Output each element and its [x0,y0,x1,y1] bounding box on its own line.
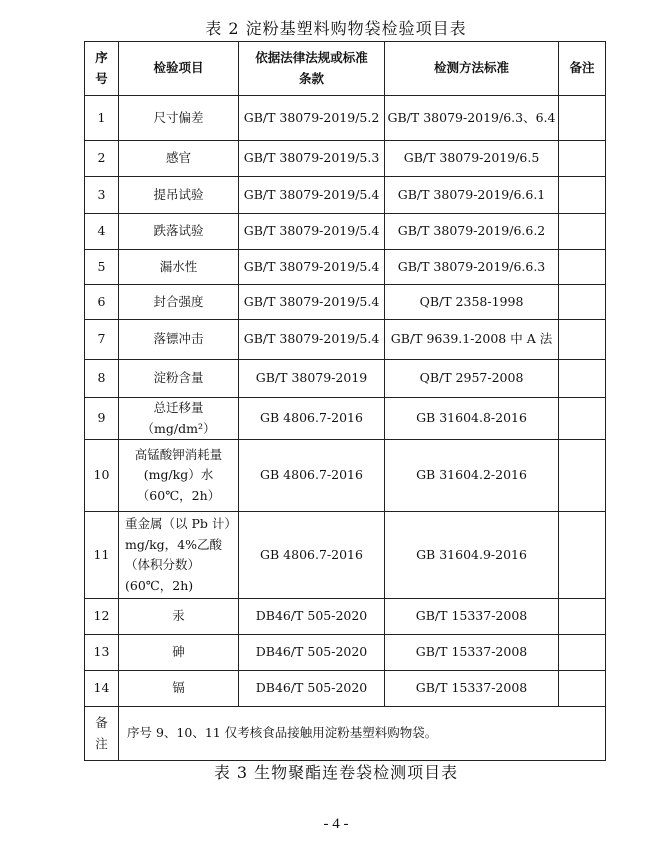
row-remark [559,96,606,141]
page-number: - 4 - [323,816,349,832]
row-method: GB/T 38079-2019/6.6.3 [385,250,559,285]
table2-title: 表 2 淀粉基塑料购物袋检验项目表 [205,19,467,38]
table3-title: 表 3 生物聚酯连卷袋检测项目表 [213,763,459,782]
table-row [85,285,606,320]
row-item: 汞 [119,599,239,635]
row-remark [559,512,606,599]
row-basis: GB/T 38079-2019/5.4 [239,177,385,214]
row-method: GB/T 38079-2019/6.6.2 [385,214,559,250]
row-basis: GB 4806.7-2016 [239,398,385,440]
row-remark [559,360,606,398]
row-item: 尺寸偏差 [119,96,239,141]
row-method: GB 31604.8-2016 [385,398,559,440]
row-method: GB/T 15337-2008 [385,635,559,671]
table-body [85,96,606,761]
row-basis: GB/T 38079-2019/5.4 [239,320,385,360]
row-item: 落镖冲击 [119,320,239,360]
row-item: 重金属（以 Pb 计）mg/kg，4%乙酸（体积分数）(60℃，2h) [119,512,239,599]
table-row [85,635,606,671]
row-basis: GB 4806.7-2016 [239,440,385,512]
note-text: 序号 9、10、11 仅考核食品接触用淀粉基塑料购物袋。 [119,707,606,761]
header-no: 序号 [85,42,119,96]
row-basis: GB/T 38079-2019/5.4 [239,285,385,320]
row-item: 漏水性 [119,250,239,285]
table-row [85,398,606,440]
row-no: 12 [85,599,119,635]
row-remark [559,320,606,360]
row-no: 2 [85,141,119,177]
row-no: 5 [85,250,119,285]
row-remark [559,214,606,250]
row-no: 4 [85,214,119,250]
row-item: 总迁移量（mg/dm²） [119,398,239,440]
row-method: GB 31604.2-2016 [385,440,559,512]
row-no: 7 [85,320,119,360]
row-item: 跌落试验 [119,214,239,250]
row-basis: GB/T 38079-2019/5.3 [239,141,385,177]
row-remark [559,398,606,440]
table-row [85,250,606,285]
table-row [85,440,606,512]
table-row [85,141,606,177]
row-remark [559,671,606,707]
table-header-row [85,42,606,96]
header-method: 检测方法标准 [385,42,559,96]
row-item: 镉 [119,671,239,707]
row-no: 1 [85,96,119,141]
row-item: 提吊试验 [119,177,239,214]
row-method: GB/T 15337-2008 [385,599,559,635]
row-item: 淀粉含量 [119,360,239,398]
row-remark [559,177,606,214]
row-remark [559,141,606,177]
row-remark [559,285,606,320]
table-row [85,177,606,214]
row-basis: GB/T 38079-2019 [239,360,385,398]
row-item: 高锰酸钾消耗量(mg/kg）水（60℃，2h） [119,440,239,512]
table-row [85,214,606,250]
row-no: 13 [85,635,119,671]
row-item: 砷 [119,635,239,671]
note-row [85,707,606,761]
row-no: 3 [85,177,119,214]
row-no: 11 [85,512,119,599]
row-no: 8 [85,360,119,398]
table-row [85,671,606,707]
row-basis: DB46/T 505-2020 [239,599,385,635]
row-method: GB/T 15337-2008 [385,671,559,707]
row-method: GB/T 9639.1-2008 中 A 法 [385,320,559,360]
table-row [85,360,606,398]
row-basis: DB46/T 505-2020 [239,635,385,671]
row-no: 6 [85,285,119,320]
row-item: 感官 [119,141,239,177]
inspection-table [84,41,606,761]
row-basis: GB 4806.7-2016 [239,512,385,599]
row-remark [559,250,606,285]
row-no: 10 [85,440,119,512]
table-row [85,320,606,360]
header-item: 检验项目 [119,42,239,96]
row-method: QB/T 2957-2008 [385,360,559,398]
row-remark [559,440,606,512]
row-method: GB/T 38079-2019/6.5 [385,141,559,177]
row-method: GB/T 38079-2019/6.3、6.4 [385,96,559,141]
header-remark: 备注 [559,42,606,96]
row-method: QB/T 2358-1998 [385,285,559,320]
row-basis: GB/T 38079-2019/5.4 [239,214,385,250]
note-label: 备注 [85,707,119,761]
row-method: GB 31604.9-2016 [385,512,559,599]
row-basis: DB46/T 505-2020 [239,671,385,707]
row-no: 9 [85,398,119,440]
row-remark [559,599,606,635]
table-row [85,512,606,599]
row-basis: GB/T 38079-2019/5.4 [239,250,385,285]
row-basis: GB/T 38079-2019/5.2 [239,96,385,141]
table-row [85,96,606,141]
row-method: GB/T 38079-2019/6.6.1 [385,177,559,214]
table-row [85,599,606,635]
row-no: 14 [85,671,119,707]
row-item: 封合强度 [119,285,239,320]
header-basis: 依据法律法规或标准条款 [239,42,385,96]
row-remark [559,635,606,671]
